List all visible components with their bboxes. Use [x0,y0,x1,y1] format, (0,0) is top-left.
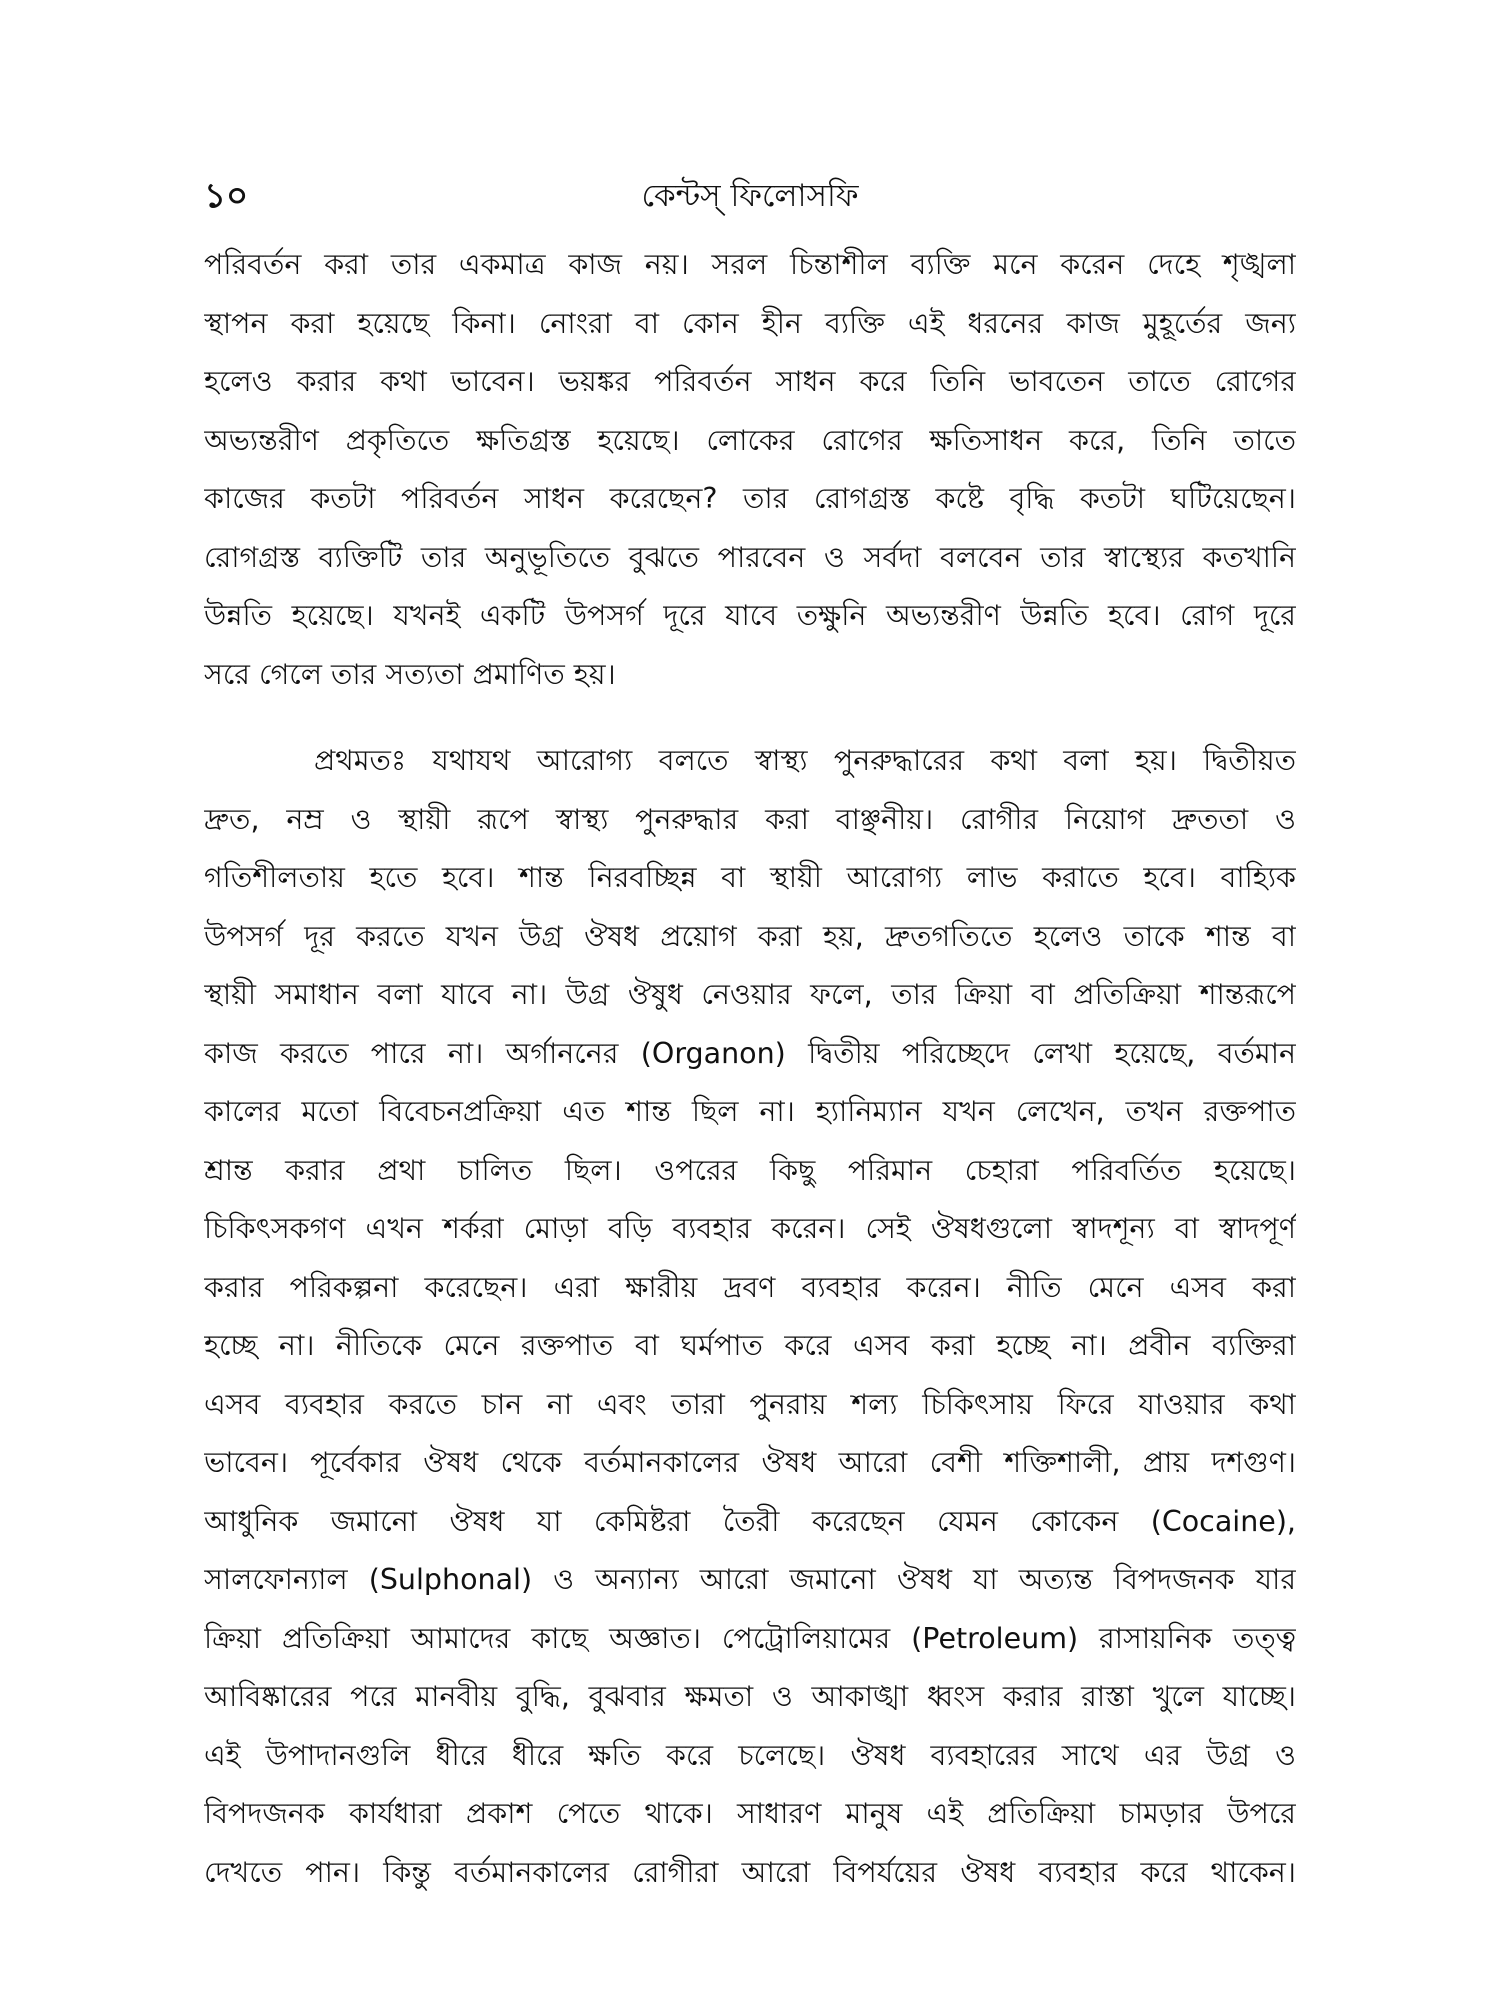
text-line: অভ্যন্তরীণ প্রকৃতিতে ক্ষতিগ্রস্ত হয়েছে। লোকের রোগের ক্ষতিসাধন করে, তিনি তাতে [204,423,1296,457]
text-line: এসব ব্যবহার করতে চান না এবং তারা পুনরায় শল্য চিকিৎসায় ফিরে যাওয়ার কথা [204,1387,1296,1421]
text-line: হলেও করার কথা ভাবেন। ভয়ঙ্কর পরিবর্তন সাধন করে তিনি ভাবতেন তাতে রোগের [204,365,1296,398]
text-line: সালফোন্যাল (Sulphonal) ও অন্যান্য আরো জমানো ঔষধ যা অত্যন্ত বিপদজনক যার [204,1563,1296,1596]
page-number: ১০ [204,176,249,216]
text-line: আধুনিক জমানো ঔষধ যা কেমিষ্টরা তৈরী করেছেন যেমন কোকেন (Cocaine), [204,1504,1296,1538]
text-line: কাজ করতে পারে না। অর্গাননের (Organon) দ্বিতীয় পরিচ্ছেদে লেখা হয়েছে, বর্তমান [204,1036,1296,1070]
text-line: উপসর্গ দূর করতে যখন উগ্র ঔষধ প্রয়োগ করা হয়, দ্রুতগতিতে হলেও তাকে শান্ত বা [204,919,1296,953]
text-line: দ্রুত, নম্র ও স্থায়ী রূপে স্বাস্থ্য পুনরুদ্ধার করা বাঞ্ছনীয়। রোগীর নিয়োগ দ্রুততা ও [204,802,1296,836]
text-line: স্থায়ী সমাধান বলা যাবে না। উগ্র ঔষুধ নেওয়ার ফলে, তার ক্রিয়া বা প্রতিক্রিয়া শান্তরূপে [204,978,1296,1011]
text-line: দেখতে পান। কিন্তু বর্তমানকালের রোগীরা আরো বিপর্যয়ের ঔষধ ব্যবহার করে থাকেন। [204,1855,1296,1889]
text-line: ক্রিয়া প্রতিক্রিয়া আমাদের কাছে অজ্ঞাত। পেট্রোলিয়ামের (Petroleum) রাসায়নিক তত্ত্ব [204,1621,1296,1655]
text-line: চিকিৎসকগণ এখন শর্করা মোড়া বড়ি ব্যবহার করেন। সেই ঔষধগুলো স্বাদশূন্য বা স্বাদপূর্ণ [204,1212,1296,1245]
text-line: কালের মতো বিবেচনপ্রক্রিয়া এত শান্ত ছিল না। হ্যানিম্যান যখন লেখেন, তখন রক্তপাত [204,1095,1296,1128]
text-line: আবিষ্কারের পরে মানবীয় বুদ্ধি, বুঝবার ক্ষমতা ও আকাঙ্খা ধ্বংস করার রাস্তা খুলে যাচ্ছে। [204,1680,1296,1713]
text-line: করার পরিকল্পনা করেছেন। এরা ক্ষারীয় দ্রবণ ব্যবহার করেন। নীতি মেনে এসব করা [204,1270,1296,1304]
book-page [204,172,1296,1889]
text-line: স্থাপন করা হয়েছে কিনা। নোংরা বা কোন হীন ব্যক্তি এই ধরনের কাজ মুহূর্তের জন্য [204,306,1296,340]
running-title: কেন্টস্ ফিলোসফি [641,178,859,214]
text-line: সরে গেলে তার সত্যতা প্রমাণিত হয়। [204,657,616,691]
text-line: হচ্ছে না। নীতিকে মেনে রক্তপাত বা ঘর্মপাত করে এসব করা হচ্ছে না। প্রবীন ব্যক্তিরা [204,1329,1296,1362]
paragraph-2 [204,732,1296,1902]
text-line: শ্রান্ত করার প্রথা চালিত ছিল। ওপরের কিছু পরিমান চেহারা পরিবর্তিত হয়েছে। [204,1153,1296,1187]
page-header [204,172,1296,222]
text-line: রোগগ্রস্ত ব্যক্তিটি তার অনুভূতিতে বুঝতে পারবেন ও সর্বদা বলবেন তার স্বাস্থ্যের কতখানি [204,540,1296,574]
text-line: উন্নতি হয়েছে। যখনই একটি উপসর্গ দূরে যাবে তক্ষুনি অভ্যন্তরীণ উন্নতি হবে। রোগ দূরে [204,599,1296,632]
text-line: বিপদজনক কার্যধারা প্রকাশ পেতে থাকে। সাধারণ মানুষ এই প্রতিক্রিয়া চামড়ার উপরে [204,1797,1296,1830]
text-line: এই উপাদানগুলি ধীরে ধীরে ক্ষতি করে চলেছে। ঔষধ ব্যবহারের সাথে এর উগ্র ও [204,1738,1296,1772]
text-line: পরিবর্তন করা তার একমাত্র কাজ নয়। সরল চিন্তাশীল ব্যক্তি মনে করেন দেহে শৃঙ্খলা [204,248,1296,281]
text-line: কাজের কতটা পরিবর্তন সাধন করেছেন? তার রোগগ্রস্ত কষ্টে বৃদ্ধি কতটা ঘটিয়েছেন। [204,482,1296,515]
text-line: গতিশীলতায় হতে হবে। শান্ত নিরবচ্ছিন্ন বা স্থায়ী আরোগ্য লাভ করাতে হবে। বাহ্যিক [204,861,1296,894]
text-line: প্রথমতঃ যথাযথ আরোগ্য বলতে স্বাস্থ্য পুনরুদ্ধারের কথা বলা হয়। দ্বিতীয়ত [314,744,1296,777]
text-line: ভাবেন। পূর্বেকার ঔষধ থেকে বর্তমানকালের ঔষধ আরো বেশী শক্তিশালী, প্রায় দশগুণ। [204,1446,1296,1479]
paragraph-1 [204,236,1296,704]
